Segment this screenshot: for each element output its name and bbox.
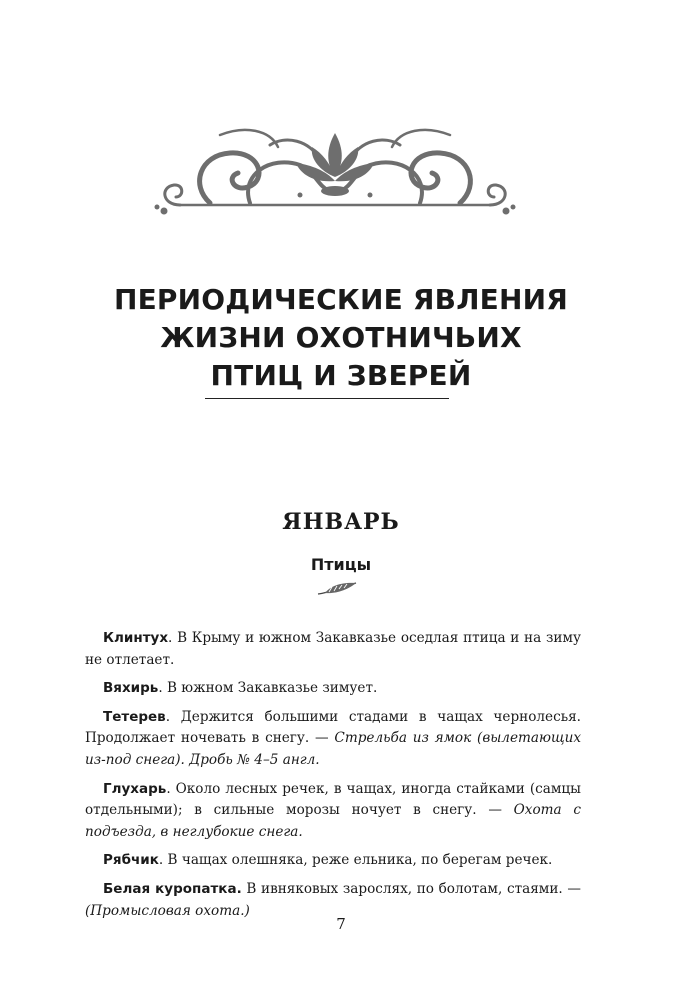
species-name: Рябчик (103, 852, 159, 869)
species-text: . В чащах олешняка, реже ельника, по берегам речек. (158, 852, 553, 869)
species-text: . Около лесных речек, в чащах, иногда стайками (самцы отдельными); в сильные морозы ночует в снегу. — (85, 780, 581, 819)
species-name: Вяхирь (103, 680, 159, 697)
species-entry (85, 628, 581, 671)
month-heading: ЯНВАРЬ (282, 509, 400, 535)
species-entry (85, 779, 581, 844)
chapter-title-line: ПТИЦ И ЗВЕРЕЙ (210, 359, 472, 392)
species-list (85, 628, 581, 929)
species-name: Тетерев (103, 708, 166, 725)
hunting-note: Стрельба из ямок (вылетающих из-под снега). Дробь № 4–5 англ. (85, 730, 582, 768)
species-entry (85, 707, 581, 772)
ornamental-flourish-icon (150, 125, 520, 220)
feather-icon (315, 581, 359, 597)
hunting-note: (Промысловая охота.) (85, 902, 250, 919)
chapter-title-line: ПЕРИОДИЧЕСКИЕ ЯВЛЕНИЯ (113, 283, 569, 316)
species-name: Глухарь (103, 780, 167, 797)
species-text: . Держится большими стадами в чащах чернолесья. Продолжает ночевать в снегу. — (85, 708, 581, 747)
section-heading: Птицы (310, 555, 372, 574)
hunting-note: Охота с подъезда, в неглубокие снега. (85, 802, 581, 840)
species-text: . В Крыму и южном Закавказье оседлая птица и на зиму не отлетает. (85, 630, 581, 668)
species-entry (85, 850, 581, 872)
species-name: Белая куропатка. (103, 880, 242, 897)
species-text: В ивняковых зарослях, по болотам, стаями. — (241, 880, 582, 897)
title-divider (205, 398, 449, 399)
species-text: . В южном Закавказье зимует. (158, 680, 378, 697)
chapter-title (0, 281, 682, 395)
species-name: Клинтух (103, 630, 169, 646)
species-entry (85, 678, 581, 700)
page-number: 7 (336, 915, 346, 933)
chapter-title-line: ЖИЗНИ ОХОТНИЧЬИХ (160, 321, 522, 354)
